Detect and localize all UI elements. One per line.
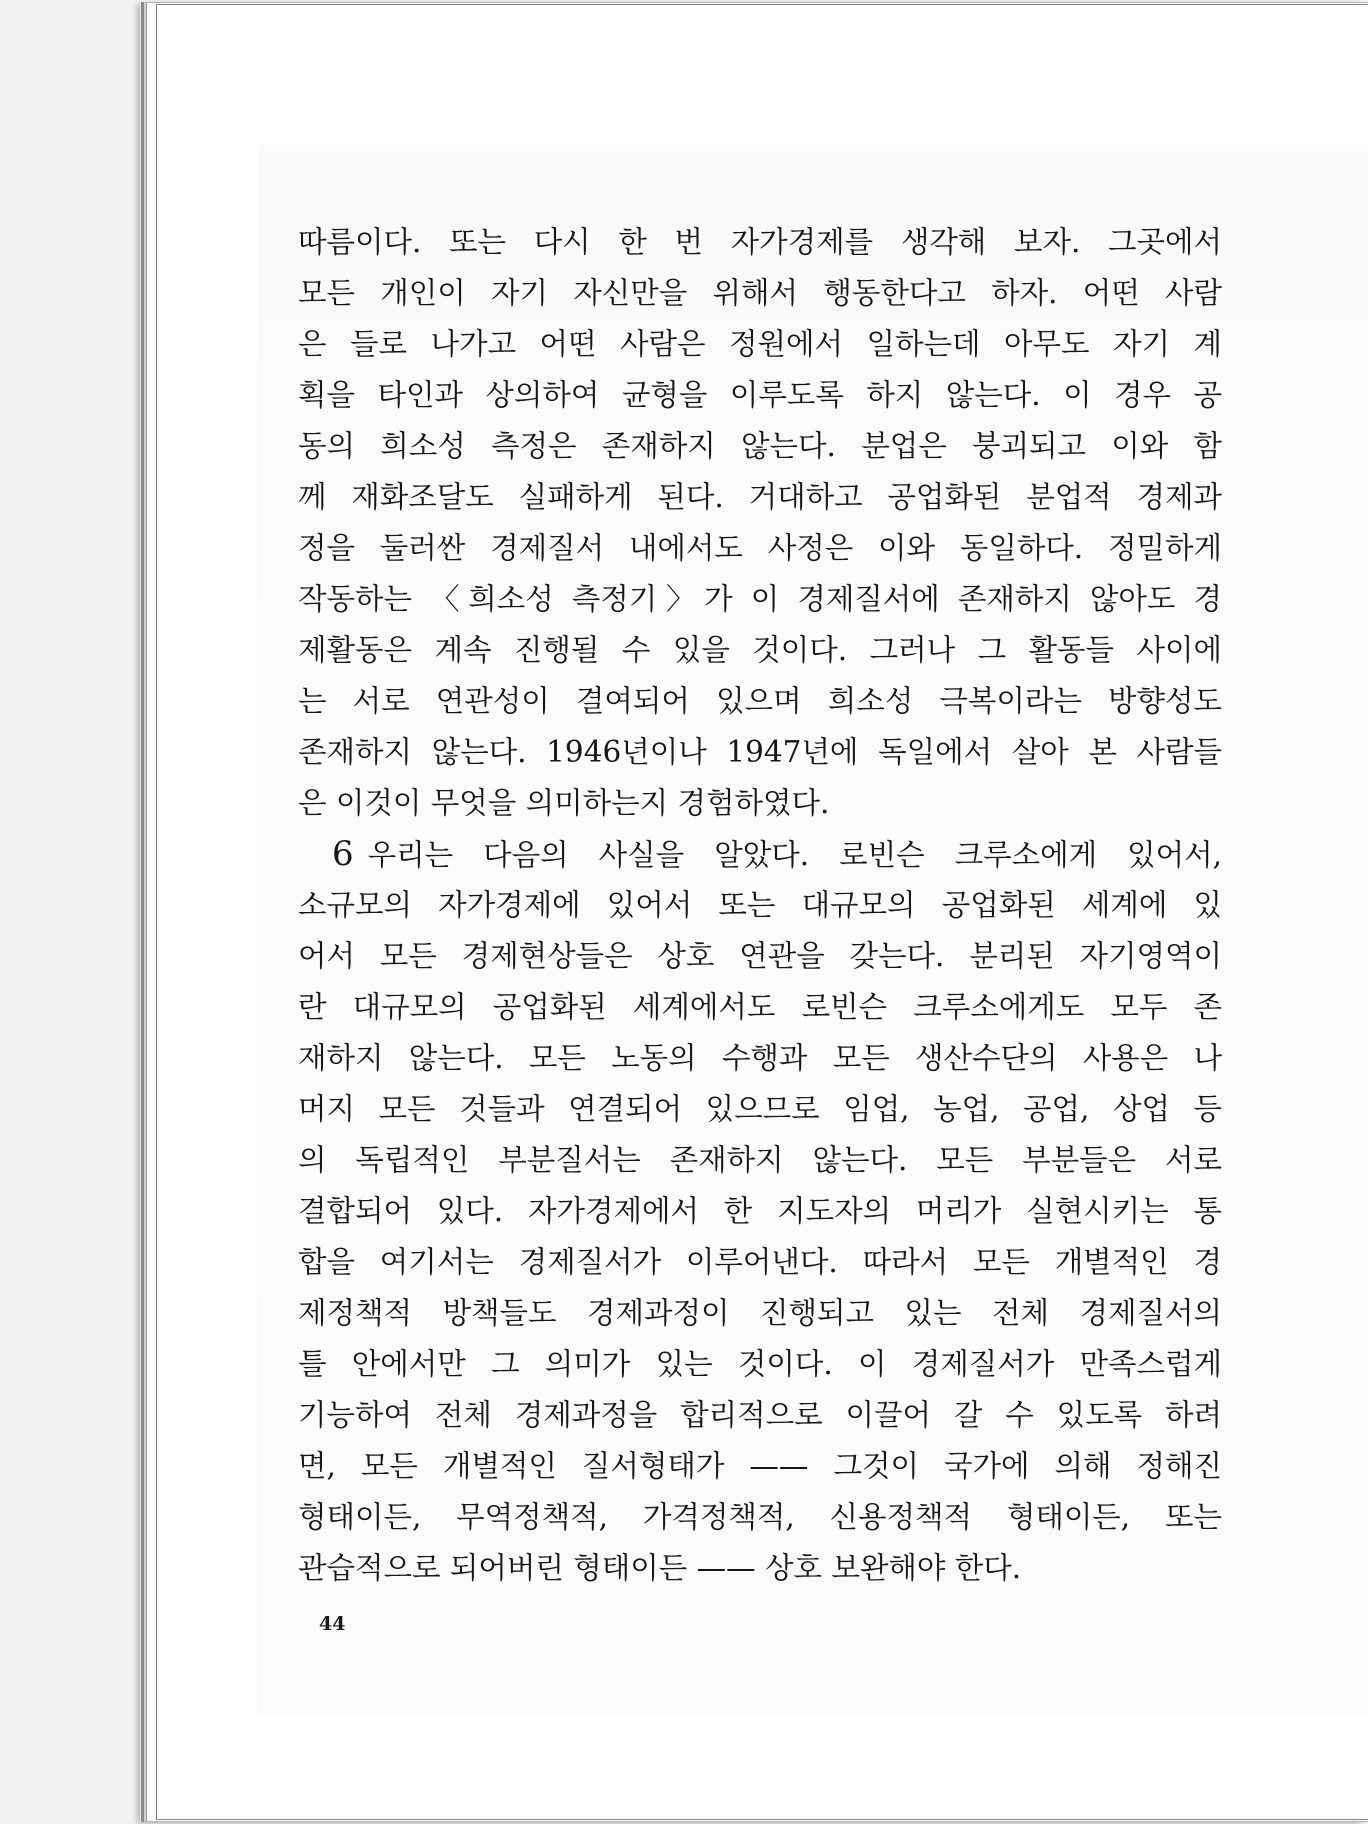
text-line: 존재하지 않는다. 1946년이나 1947년에 독일에서 살아 본 사람들	[298, 735, 1222, 769]
text-line: 제정책적 방책들도 경제과정이 진행되고 있는 전체 경제질서의	[298, 1296, 1222, 1330]
text-line: 모든 개인이 자기 자신만을 위해서 행동한다고 하자. 어떤 사람	[298, 276, 1222, 310]
text-line: 합을 여기서는 경제질서가 이루어낸다. 따라서 모든 개별적인 경	[298, 1245, 1222, 1279]
book-page	[156, 4, 1368, 1820]
text-line: 소규모의 자가경제에 있어서 또는 대규모의 공업화된 세계에 있	[298, 888, 1222, 922]
text-line: 재하지 않는다. 모든 노동의 수행과 모든 생산수단의 사용은 나	[298, 1041, 1222, 1075]
text-line: 관습적으로 되어버린 형태이든 —— 상호 보완해야 한다.	[298, 1551, 1022, 1585]
text-line: 는 서로 연관성이 결여되어 있으며 희소성 극복이라는 방향성도	[298, 684, 1222, 718]
text-line: 면, 모든 개별적인 질서형태가 —— 그것이 국가에 의해 정해진	[298, 1449, 1222, 1483]
text-line: 제활동은 계속 진행될 수 있을 것이다. 그러나 그 활동들 사이에	[298, 633, 1222, 667]
text-line: 께 재화조달도 실패하게 된다. 거대하고 공업화된 분업적 경제과	[298, 480, 1222, 514]
text-line: 작동하는 〈희소성 측정기〉가 이 경제질서에 존재하지 않아도 경	[298, 582, 1222, 616]
text-line: 획을 타인과 상의하여 균형을 이루도록 하지 않는다. 이 경우 공	[298, 378, 1222, 412]
text-line: 머지 모든 것들과 연결되어 있으므로 임업, 농업, 공업, 상업 등	[298, 1092, 1222, 1126]
text-line: 은 들로 나가고 어떤 사람은 정원에서 일하는데 아무도 자기 계	[298, 327, 1222, 361]
text-line	[298, 829, 1222, 880]
text-line: 틀 안에서만 그 의미가 있는 것이다. 이 경제질서가 만족스럽게	[298, 1347, 1222, 1381]
text-line: 따름이다. 또는 다시 한 번 자가경제를 생각해 보자. 그곳에서	[298, 225, 1222, 259]
text-line-content: 우리는 다음의 사실을 알았다. 로빈슨 크루소에게 있어서,	[367, 838, 1222, 872]
text-line: 정을 둘러싼 경제질서 내에서도 사정은 이와 동일하다. 정밀하게	[298, 531, 1222, 565]
text-line: 란 대규모의 공업화된 세계에서도 로빈슨 크루소에게도 모두 존	[298, 990, 1222, 1024]
text-line: 어서 모든 경제현상들은 상호 연관을 갖는다. 분리된 자기영역이	[298, 939, 1222, 973]
section-number: 6	[332, 834, 354, 874]
text-line: 기능하여 전체 경제과정을 합리적으로 이끌어 갈 수 있도록 하려	[298, 1398, 1222, 1432]
page-number: 44	[319, 1613, 346, 1635]
paragraph-1	[298, 217, 1222, 829]
text-line: 결합되어 있다. 자가경제에서 한 지도자의 머리가 실현시키는 통	[298, 1194, 1222, 1228]
text-line: 형태이든, 무역정책적, 가격정책적, 신용정책적 형태이든, 또는	[298, 1500, 1222, 1534]
text-line: 의 독립적인 부분질서는 존재하지 않는다. 모든 부분들은 서로	[298, 1143, 1222, 1177]
body-text	[298, 217, 1222, 1594]
text-line: 은 이것이 무엇을 의미하는지 경험하였다.	[298, 786, 830, 820]
paragraph-2	[298, 829, 1222, 1594]
text-line: 동의 희소성 측정은 존재하지 않는다. 분업은 붕괴되고 이와 함	[298, 429, 1222, 463]
